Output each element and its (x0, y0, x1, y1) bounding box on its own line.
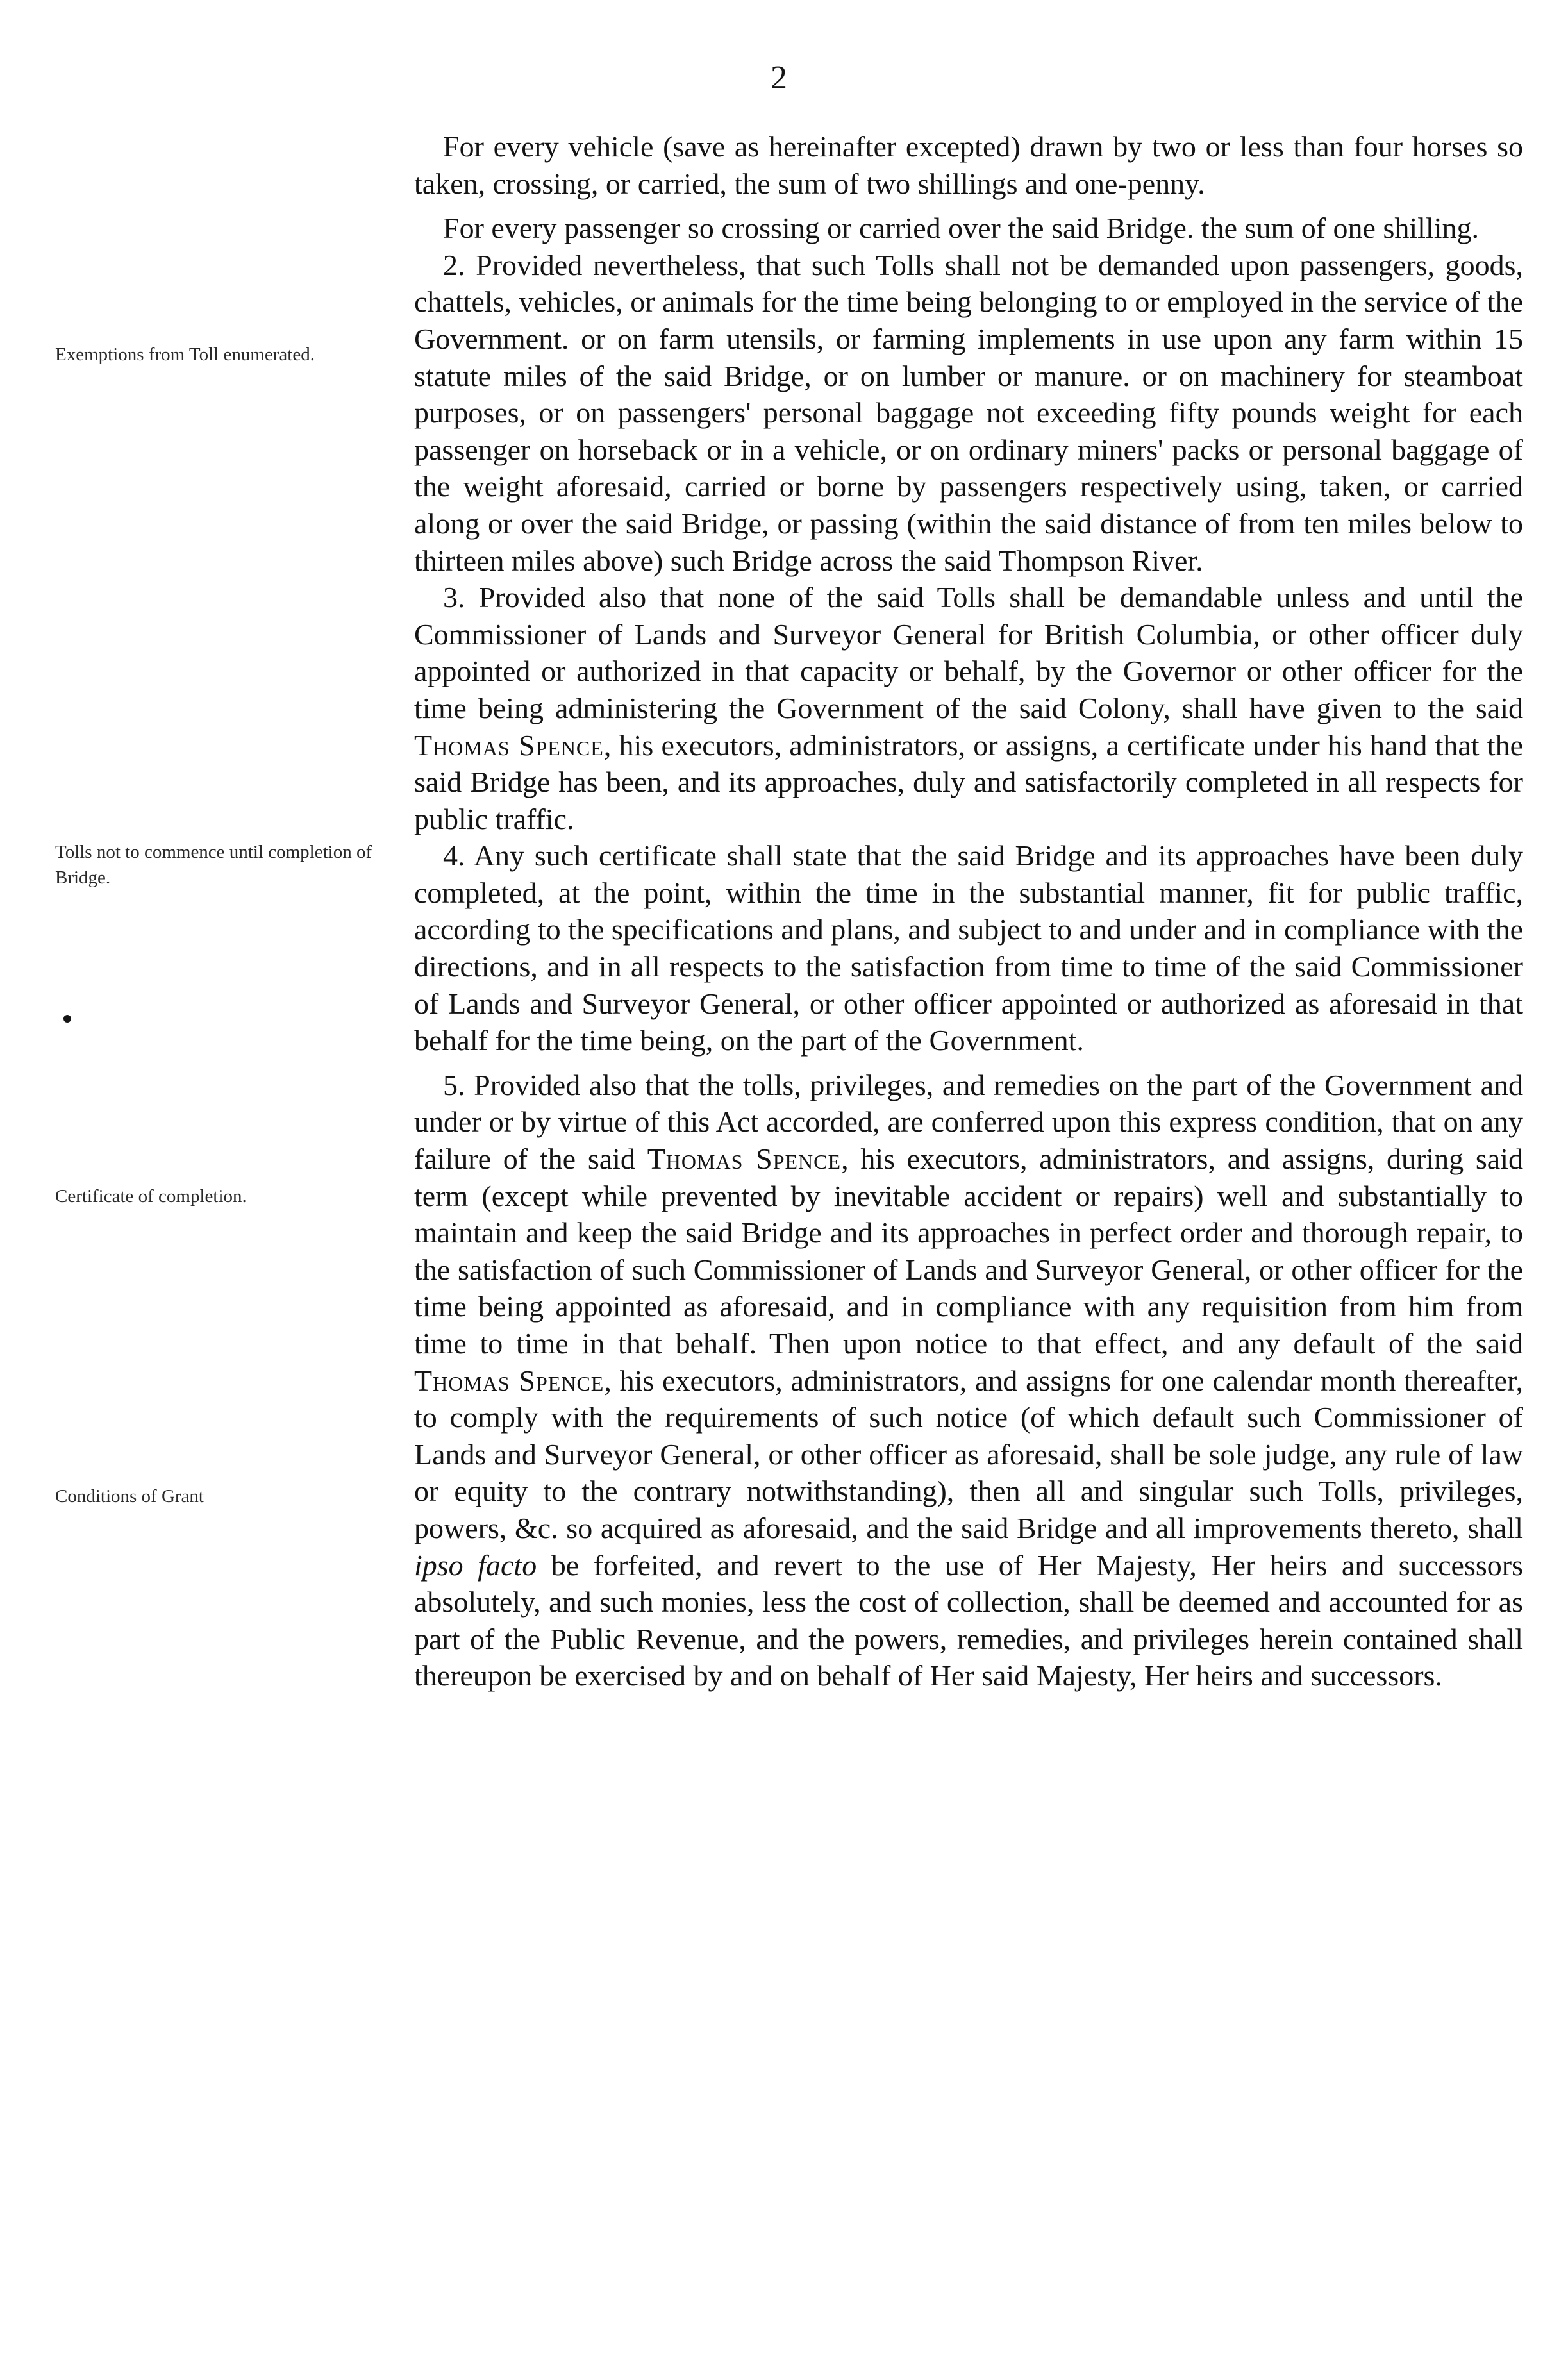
grantee-name: Thomas Spence (647, 1142, 842, 1176)
section-4-text: 4. Any such certificate shall state that the said Bridge and its approaches have been duly completed, at the point, within the time in the substantial manner, fit for public traffic, according to the specifications and plans, and subject to and under and in compliance with the directions, and in all respects to the satisfaction from time to time of the said Commissioner of Lands and Surveyor General, or other officer appointed or authorized as aforesaid in that behalf for the time being, on the part of the Government. (414, 839, 1523, 1057)
toll-vehicle-text: For every vehicle (save as hereinafter excepted) drawn by two or less than four horses so taken, crossing, or carried, the sum of two shillings and one-penny. (414, 130, 1523, 200)
grantee-name: Thomas Spence (414, 728, 604, 762)
section-2-text: 2. Provided nevertheless, that such Tolls shall not be demanded upon passengers, goods, chattels, vehicles, or animals for the time being belonging to or employed in the service of the Government. or on farm utensils, or farming implements in use upon any farm within 15 statute miles of the said Bridge, or on lumber or manure. or on machinery for steamboat purposes, or on passengers' personal baggage not exceeding fifty pounds weight for each passenger on horseback or in a vehicle, or on ordinary miners' packs or personal baggage of the weight aforesaid, carried or borne by passengers respectively using, taken, or carried along or over the said Bridge, or passing (within the said distance of from ten miles below to thirteen miles above) such Bridge across the said Thompson River. (414, 248, 1523, 577)
section-5-conditions (414, 1067, 1523, 1694)
grantee-name: Thomas Spence (414, 1364, 605, 1397)
toll-passenger-paragraph (414, 210, 1523, 247)
margin-note-certificate: Certificate of completion. (55, 1186, 247, 1207)
section-3-text-part1: 3. Provided also that none of the said Tolls shall be demandable unless and until the Commissioner of Lands and Surveyor General for British Columbia, or other officer duly appointed or authorized in that capacity or behalf, by the Governor or other officer for the time being administering the Government of the said Colony, shall have given to the said (414, 581, 1523, 724)
section-3-text-part2: , his executors, administrators, or assigns, a certificate under his hand that the said Bridge has been, and its approaches, duly and satisfactorily completed in all respects for public traffic. (414, 728, 1523, 835)
section-4-certificate (414, 837, 1523, 1059)
section-5-text-part2: , his executors, administrators, and assigns, during said term (except while prevented by inevitable accident or repairs) well and substantially to maintain and keep the said Bridge and its approaches in perfect order and thorough repair, to the satisfaction of such Commissioner of Lands and Surveyor General, or other officer for the time being appointed as aforesaid, and in compliance with any requisition from him from time to time in that behalf. Then upon notice to that effect, and any default of the said (414, 1142, 1523, 1360)
toll-passenger-text: For every passenger so crossing or carried over the said Bridge. the sum of one shilling. (443, 212, 1479, 245)
margin-note-conditions: Conditions of Grant (55, 1486, 204, 1507)
section-5-text-part3: , his executors, administrators, and assigns for one calendar month thereafter, to comply with the requirements of such notice (of which default such Commissioner of Lands and Surveyor General, or other officer as aforesaid, shall be sole judge, any rule of law or equity to the contrary notwithstanding), then all and singular such Tolls, privileges, powers, &c. so acquired as aforesaid, and the said Bridge and all improvements thereto, shall (414, 1364, 1523, 1544)
section-2-exemptions (414, 247, 1523, 579)
body-text (414, 128, 1523, 1694)
section-5-text-part4: be forfeited, and revert to the use of Her Majesty, Her heirs and successors absolutely, and such monies, less the cost of collection, shall be deemed and accounted for as part of the Public Revenue, and the powers, remedies, and privileges herein contained shall thereupon be exercised by and on behalf of Her said Majesty, Her heirs and successors. (414, 1548, 1523, 1693)
latin-term: ipso facto (414, 1548, 537, 1582)
toll-vehicle-paragraph (414, 128, 1523, 202)
page-number: 2 (771, 60, 787, 96)
section-5-text-part1: 5. Provided also that the tolls, privileges, and remedies on the part of the Government and under or by virtue of this Act accorded, are conferred upon this express condition, that on any failure of the said (414, 1068, 1523, 1176)
section-3-commencement (414, 579, 1523, 837)
margin-note-tolls-commence: Tolls not to commence until completion of Bridge. (55, 842, 372, 888)
margin-bullet-mark (63, 1015, 71, 1023)
margin-note-exemptions: Exemptions from Toll enumerated. (55, 344, 315, 365)
